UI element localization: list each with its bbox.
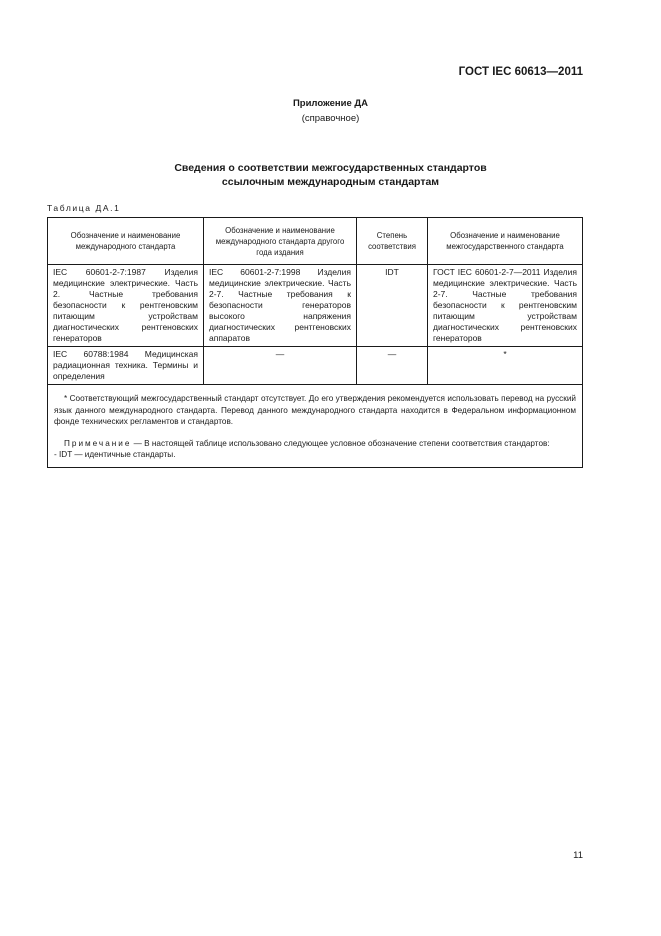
document-designation: ГОСТ IEC 60613—2011: [458, 66, 583, 78]
footnote: * Соответствующий межгосударственный стандарт отсутствует. До его утверждения рекомендуется использовать перевод на русский язык данного международного стандарта. Перевод данного международного стандарта находится в Федеральном информационном фонде технических регламентов и стандартов.: [54, 394, 576, 426]
table-row: [48, 265, 583, 347]
cell-other-year: —: [204, 347, 357, 385]
cell-other-year: IEC 60601-2-7:1998 Изделия медицинские электрические. Часть 2-7. Частные требования к безопасности генераторов высокого напряжения диагностических рентгеновских аппаратов: [204, 265, 357, 347]
note-label: Примечание: [64, 438, 132, 448]
note-text: — В настоящей таблице использовано следующее условное обозначение степени соответствия стандартов:: [131, 438, 550, 448]
table-header-row: [48, 218, 583, 265]
cell-international: IEC 60788:1984 Медицинская радиационная техника. Термины и определения: [48, 347, 204, 385]
cell-degree: —: [357, 347, 428, 385]
column-header-interstate: Обозначение и наименование межгосударственного стандарта: [428, 218, 583, 265]
table-row: [48, 347, 583, 385]
annex-title: Приложение ДА: [292, 98, 369, 109]
note: [54, 438, 576, 450]
standards-table: [47, 217, 583, 468]
note-item: - IDT — идентичные стандарты.: [54, 450, 176, 459]
table-footer: [48, 385, 583, 468]
cell-interstate: ГОСТ IEC 60601-2-7—2011 Изделия медицинские электрические. Часть 2-7. Частные требования безопасности к рентгеновским питающим устройствам диагностических рентгеновских генераторов: [428, 265, 583, 347]
cell-degree: IDT: [357, 265, 428, 347]
section-heading-line2: ссылочным международным стандартам: [221, 176, 440, 188]
annex-block: [0, 96, 661, 126]
column-header-other-year: Обозначение и наименование международного стандарта другого года издания: [204, 218, 357, 265]
section-heading-line1: Сведения о соответствии межгосударственных стандартов: [174, 162, 487, 174]
section-heading: [0, 161, 661, 189]
column-header-degree: Степень соответствия: [357, 218, 428, 265]
page-number: 11: [573, 850, 583, 861]
cell-interstate: *: [428, 347, 583, 385]
annex-subtitle: (справочное): [301, 113, 360, 124]
table-label: Таблица ДА.1: [47, 203, 121, 213]
column-header-international: Обозначение и наименование международного стандарта: [48, 218, 204, 265]
table-footer-row: [48, 385, 583, 468]
cell-international: IEC 60601-2-7:1987 Изделия медицинские электрические. Часть 2. Частные требования безопасности к рентгеновским питающим устройствам диагностических рентгеновских генераторов: [48, 265, 204, 347]
